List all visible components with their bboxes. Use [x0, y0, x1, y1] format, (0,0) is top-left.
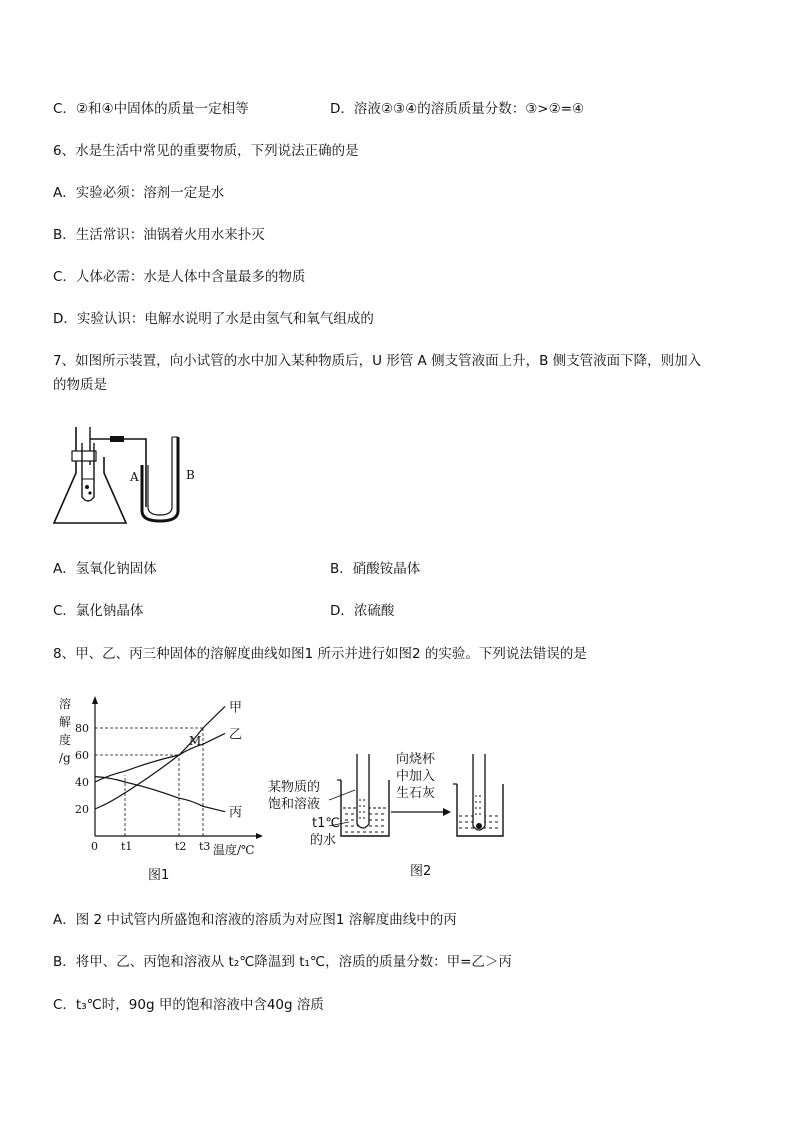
figure2-left-label-2: 饱和溶液 — [268, 797, 321, 812]
x-tick-t1: t1 — [121, 840, 133, 853]
figure2-arrow-label-3: 生石灰 — [396, 786, 436, 801]
y-axis-label-part: 解 — [59, 715, 72, 729]
right-test-tube — [473, 754, 485, 830]
y-tick-40: 40 — [75, 776, 89, 789]
q8-option-b: B．将甲、乙、丙饱和溶液从 t₂℃降温到 t₁℃，溶质的质量分数：甲=乙＞丙 — [53, 954, 512, 970]
q7-apparatus-figure — [50, 425, 200, 530]
y-axis-arrow — [92, 696, 98, 704]
y-tick-80: 80 — [75, 722, 89, 735]
figure2-water-label-2: 的水 — [310, 833, 337, 848]
x-tick-origin: 0 — [91, 840, 98, 853]
q8-option-c: C．t₃℃时，90g 甲的饱和溶液中含40g 溶质 — [53, 997, 324, 1013]
q7-option-a: A．氢氧化钠固体 — [53, 561, 157, 577]
point-label-m: M — [189, 734, 202, 748]
left-test-tube — [357, 754, 369, 828]
series-label-乙: 乙 — [229, 727, 243, 743]
figure2-water-label-1: t1℃ — [312, 816, 340, 831]
q6-stem: 6、水是生活中常见的重要物质，下列说法正确的是 — [53, 143, 359, 159]
q7-option-d: D．浓硫酸 — [330, 603, 395, 619]
q6-option-d: D．实验认识：电解水说明了水是由氢气和氧气组成的 — [53, 311, 374, 327]
y-axis-label-part: 度 — [59, 733, 72, 747]
q7-option-b: B．硝酸铵晶体 — [330, 561, 421, 577]
q7-stem-line1: 7、如图所示装置，向小试管的水中加入某种物质后，U 形管 A 侧支管液面上升，B 侧支管液面下降，则加入 — [53, 353, 702, 369]
q5-option-c: C．②和④中固体的质量一定相等 — [53, 101, 249, 117]
label-a: A — [130, 470, 139, 484]
series-label-甲: 甲 — [229, 700, 243, 716]
y-axis-label-part: /g — [59, 751, 71, 765]
q8-option-a: A．图 2 中试管内所盛饱和溶液的溶质为对应图1 溶解度曲线中的丙 — [53, 912, 457, 928]
solubility-chart — [55, 690, 270, 865]
q7-option-c: C．氯化钠晶体 — [53, 603, 144, 619]
q6-option-a: A．实验必须：溶剂一定是水 — [53, 185, 225, 201]
q7-stem-line2: 的物质是 — [53, 377, 107, 393]
x-tick-t3: t3 — [199, 840, 211, 853]
q5-option-d: D．溶液②③④的溶质质量分数：③>②=④ — [330, 101, 585, 117]
x-tick-t2: t2 — [175, 840, 187, 853]
y-tick-60: 60 — [75, 749, 89, 762]
series-line-丙 — [95, 777, 225, 812]
series-label-丙: 丙 — [229, 805, 243, 821]
figure2-arrow-label-1: 向烧杯 — [396, 752, 436, 767]
figure2-arrow-label-2: 中加入 — [396, 769, 436, 784]
series-line-乙 — [95, 733, 225, 782]
x-axis-label: 温度/℃ — [213, 843, 255, 857]
stopper — [72, 451, 96, 461]
q6-option-c: C．人体必需：水是人体中含量最多的物质 — [53, 269, 306, 285]
y-axis-label-part: 溶 — [59, 697, 72, 711]
figure1-caption: 图1 — [148, 868, 170, 883]
figure2-caption: 图2 — [410, 864, 432, 879]
label-b: B — [186, 468, 195, 482]
figure2-left-label-1: 某物质的 — [268, 780, 321, 795]
q8-stem: 8、甲、乙、丙三种固体的溶解度曲线如图1 所示并进行如图2 的实验。下列说法错误的是 — [53, 646, 587, 662]
y-tick-20: 20 — [75, 803, 89, 816]
x-axis-arrow — [256, 833, 263, 839]
series-line-甲 — [95, 706, 225, 809]
u-tube — [142, 437, 178, 521]
q6-option-b: B．生活常识：油锅着火用水来扑灭 — [53, 227, 265, 243]
